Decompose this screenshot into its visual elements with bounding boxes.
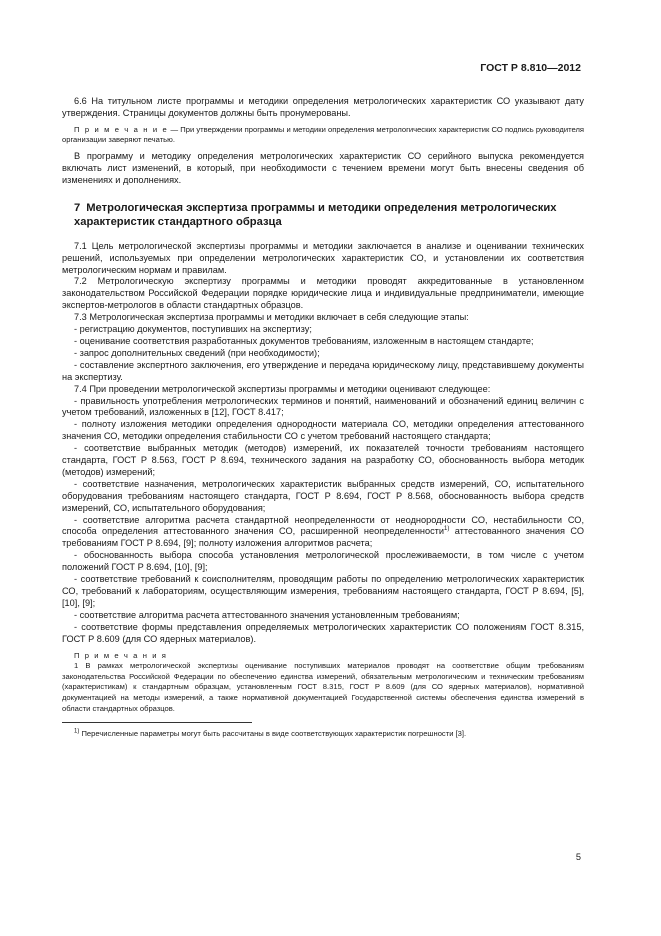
- note-text: — При утверждении программы и методики определения метрологических характеристик СО подпись руководителя организации заверяют печатью.: [62, 124, 584, 145]
- list-item: - регистрацию документов, поступивших на экспертизу;: [74, 324, 312, 335]
- section-number: 7: [74, 201, 81, 214]
- list-item: - соответствие назначения, метрологических характеристик выбранных средств измерений, СО, испытательного оборудования требованиям настоящего стандарта, ГОСТ Р 8.694, ГОСТ Р 8.568, обоснованность выбора средств измерений, СО, испытательного оборудования;: [62, 478, 584, 513]
- list-item: - оценивание соответствия разработанных документов требованиям, изложенным в настоящем стандарте;: [74, 335, 534, 346]
- page-number: 5: [575, 852, 581, 862]
- list-item: - правильность употребления метрологических терминов и понятий, наименований и обозначений единиц величин с учетом требований, изложенных в [12], ГОСТ 8.417;: [62, 395, 584, 418]
- section-title: Метрологическая экспертиза программы и методики определения метрологических характеристик стандартного образца: [74, 201, 557, 228]
- note-6-6: [62, 125, 584, 146]
- paragraph-7-4: 7.4 При проведении метрологической экспертизы программы и методики оценивают следующее:: [74, 383, 491, 394]
- note-1: 1 В рамках метрологической экспертизы оценивание поступивших материалов проводят на соответствие общим требованиям законодательства Российской Федерации по обеспечению единства измерений, обязательным метрологическим и техническим требованиям (характеристикам) к стандартным образцам, установленным ГОСТ 8.315, ГОСТ Р 8.609 (для СО ядерных материалов), нормативной документацией на методы измерений, а также нормативной документацией Государственной системы обеспечения единства измерений в области стандартных образцов.: [62, 661, 584, 713]
- footnote: [62, 729, 584, 740]
- list-item: - соответствие требований к соисполнителям, проводящим работы по определению метрологических характеристик СО, требований к лабораториям, осуществляющим измерения, требованиям настоящего стандарта, ГОСТ Р 8.694, [5], [10], [9];: [62, 574, 584, 608]
- list-item-algorithm: [62, 515, 584, 551]
- notes-label-text: П р и м е ч а н и я: [74, 650, 168, 660]
- document-body: [62, 96, 584, 740]
- paragraph-7-2: 7.2 Метрологическую экспертизу программы и методики проводят аккредитованные в установленном законодательством Российской Федерации порядке юридические лица и индивидуальные предприниматели, имеющие экспертов-метрологов в области стандартных образцов.: [62, 276, 584, 311]
- paragraph-serial-changes: В программу и методику определения метрологических характеристик СО серийного выпуска рекомендуется включать лист изменений, в который, при необходимости с течением времени могут быть внесены сведения об изменениях и дополнениях.: [62, 151, 584, 185]
- list-item: - запрос дополнительных сведений (при необходимости);: [74, 347, 320, 358]
- list-item: - полноту изложения методики определения однородности материала СО, методики определения аттестованного значения СО, методики определения стабильности СО с учетом требований настоящего стандарта;: [62, 419, 584, 442]
- footnote-divider: [62, 722, 252, 723]
- section-7-heading: [62, 201, 584, 229]
- footnote-mark: 1): [74, 728, 80, 735]
- notes-label: [62, 651, 584, 662]
- footnote-ref: 1): [444, 526, 450, 533]
- paragraph-6-6: 6.6 На титульном листе программы и методики определения метрологических характеристик СО указывают дату утверждения. Страницы документов должны быть пронумерованы.: [62, 96, 584, 118]
- list-item: - составление экспертного заключения, его утверждение и передача юридическому лицу, представившему документы на экспертизу.: [62, 359, 584, 382]
- note-label: П р и м е ч а н и е: [74, 124, 169, 134]
- list-item: - соответствие алгоритма расчета аттестованного значения установленным требованиям;: [74, 609, 460, 620]
- doc-header: ГОСТ Р 8.810—2012: [480, 62, 581, 74]
- list-item: - обоснованность выбора способа установления метрологической прослеживаемости, в том числе с учетом положений ГОСТ Р 8.694, [10], [9];: [62, 550, 584, 573]
- paragraph-7-1: 7.1 Цель метрологической экспертизы программы и методики заключается в анализе и оценивании технических решений, используемых при определении метрологических характеристик СО, и установлении их соответствия метрологическим нормам и правилам.: [62, 240, 584, 275]
- list-item: - соответствие выбранных методик (методов) измерений, их показателей точности требованиям настоящего стандарта, ГОСТ Р 8.563, ГОСТ Р 8.694, технического задания на разработку СО, обоснованность выбора методик (методов) измерений;: [62, 443, 584, 477]
- list-item-text: аттестованного значения СО требованиям ГОСТ Р 8.694, [9]; полноту изложения алгоритмов расчета;: [62, 526, 584, 549]
- list-item-text: - соответствие алгоритма расчета стандартной неопределенности от неоднородности СО, нестабильности СО, способа определения аттестованного значения СО, расширенной неопределенности: [62, 514, 584, 537]
- list-item: - соответствие формы представления определяемых метрологических характеристик СО положениям ГОСТ 8.315, ГОСТ Р 8.609 (для СО ядерных материалов).: [62, 621, 584, 644]
- paragraph-7-3: 7.3 Метрологическая экспертиза программы и методики включает в себя следующие этапы:: [74, 312, 469, 323]
- footnote-text: Перечисленные параметры могут быть рассчитаны в виде соответствующих характеристик погрешности [3].: [79, 729, 467, 739]
